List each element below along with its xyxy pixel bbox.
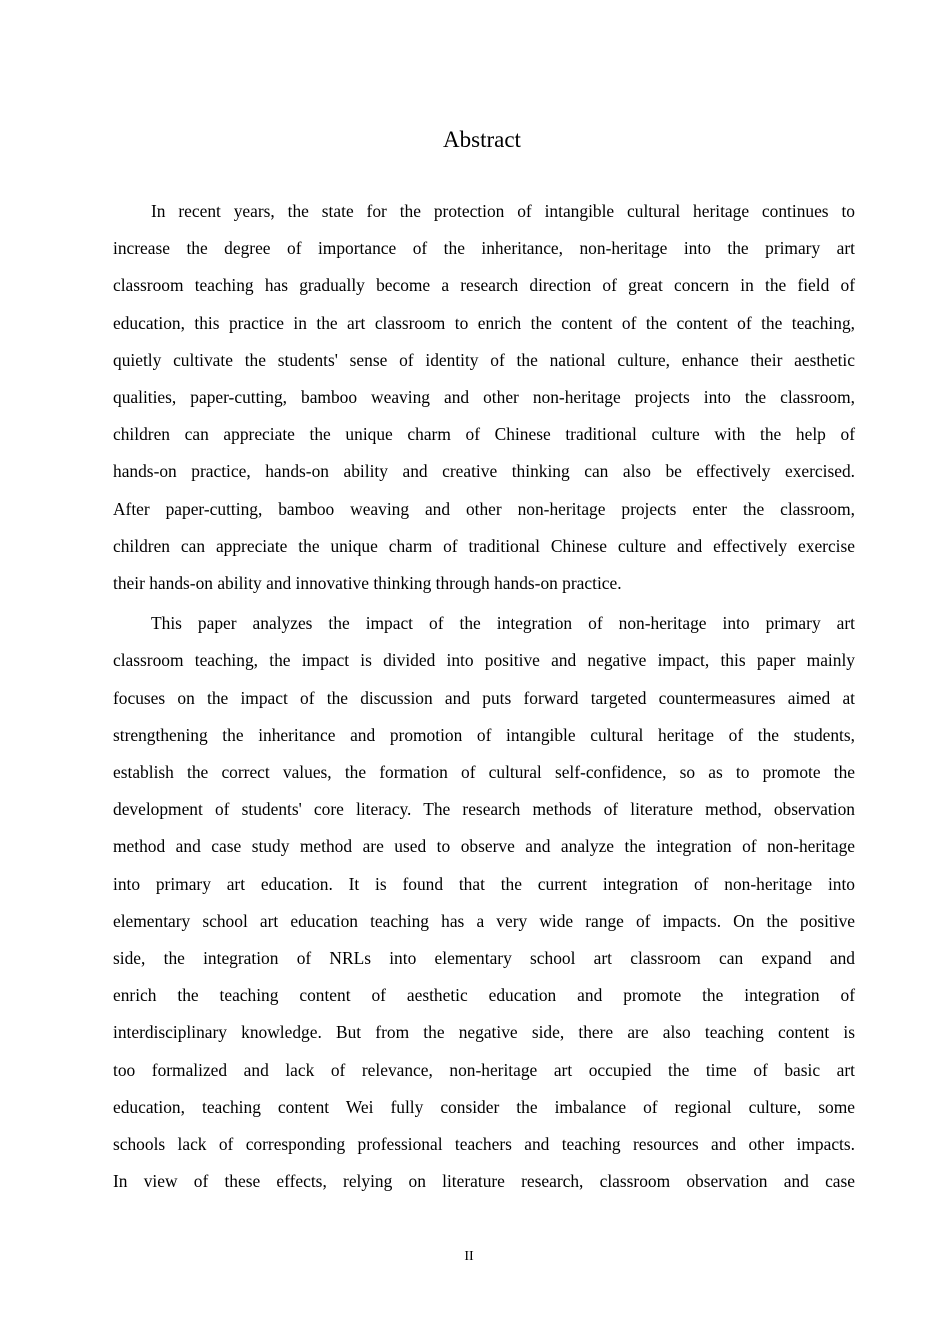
- text-line: into primary art education. It is found that the current integration of non-heritage into: [113, 873, 855, 894]
- text-line: development of students' core literacy. The research methods of literature method, observation: [113, 799, 855, 820]
- text-line: children can appreciate the unique charm of traditional Chinese culture and effectively exercise: [113, 535, 855, 556]
- text-line: hands-on practice, hands-on ability and creative thinking can also be effectively exercised.: [113, 461, 855, 482]
- text-line: education, this practice in the art classroom to enrich the content of the content of the teaching,: [113, 312, 855, 333]
- page-number: II: [464, 1249, 474, 1264]
- text-line: enrich the teaching content of aesthetic education and promote the integration of: [113, 985, 855, 1006]
- text-line: too formalized and lack of relevance, non-heritage art occupied the time of basic art: [113, 1059, 855, 1080]
- abstract-body: [113, 193, 855, 1200]
- text-line: This paper analyzes the impact of the integration of non-heritage into primary art: [151, 613, 855, 634]
- text-line: schools lack of corresponding professional teachers and teaching resources and other impacts.: [113, 1134, 855, 1155]
- text-line: establish the correct values, the formation of cultural self-confidence, so as to promote the: [113, 762, 855, 783]
- text-line: side, the integration of NRLs into elementary school art classroom can expand and: [113, 948, 855, 969]
- text-line: method and case study method are used to observe and analyze the integration of non-heritage: [113, 836, 855, 857]
- text-line: education, teaching content Wei fully consider the imbalance of regional culture, some: [113, 1096, 855, 1117]
- paragraph-1: [113, 193, 855, 602]
- text-line: elementary school art education teaching has a very wide range of impacts. On the positive: [113, 910, 855, 931]
- text-line: classroom teaching, the impact is divided into positive and negative impact, this paper mainly: [113, 650, 855, 671]
- paragraph-2: [113, 605, 855, 1200]
- page-title: Abstract: [443, 127, 521, 152]
- text-line: In recent years, the state for the protection of intangible cultural heritage continues to: [151, 201, 855, 221]
- text-line: quietly cultivate the students' sense of identity of the national culture, enhance their aesthetic: [113, 349, 855, 370]
- text-line: increase the degree of importance of the inheritance, non-heritage into the primary art: [113, 238, 855, 259]
- text-line: children can appreciate the unique charm of Chinese traditional culture with the help of: [113, 424, 855, 445]
- text-line: interdisciplinary knowledge. But from the negative side, there are also teaching content is: [113, 1022, 855, 1043]
- text-line: After paper-cutting, bamboo weaving and other non-heritage projects enter the classroom,: [113, 498, 855, 519]
- text-line: qualities, paper-cutting, bamboo weaving and other non-heritage projects into the classroom,: [113, 387, 855, 408]
- text-line: strengthening the inheritance and promotion of intangible cultural heritage of the students,: [113, 724, 855, 745]
- text-line: classroom teaching has gradually become a research direction of great concern in the field of: [113, 275, 855, 296]
- text-line: focuses on the impact of the discussion and puts forward targeted countermeasures aimed at: [113, 687, 855, 708]
- text-line: In view of these effects, relying on literature research, classroom observation and case: [113, 1171, 855, 1192]
- text-line: their hands-on ability and innovative thinking through hands-on practice.: [113, 573, 622, 594]
